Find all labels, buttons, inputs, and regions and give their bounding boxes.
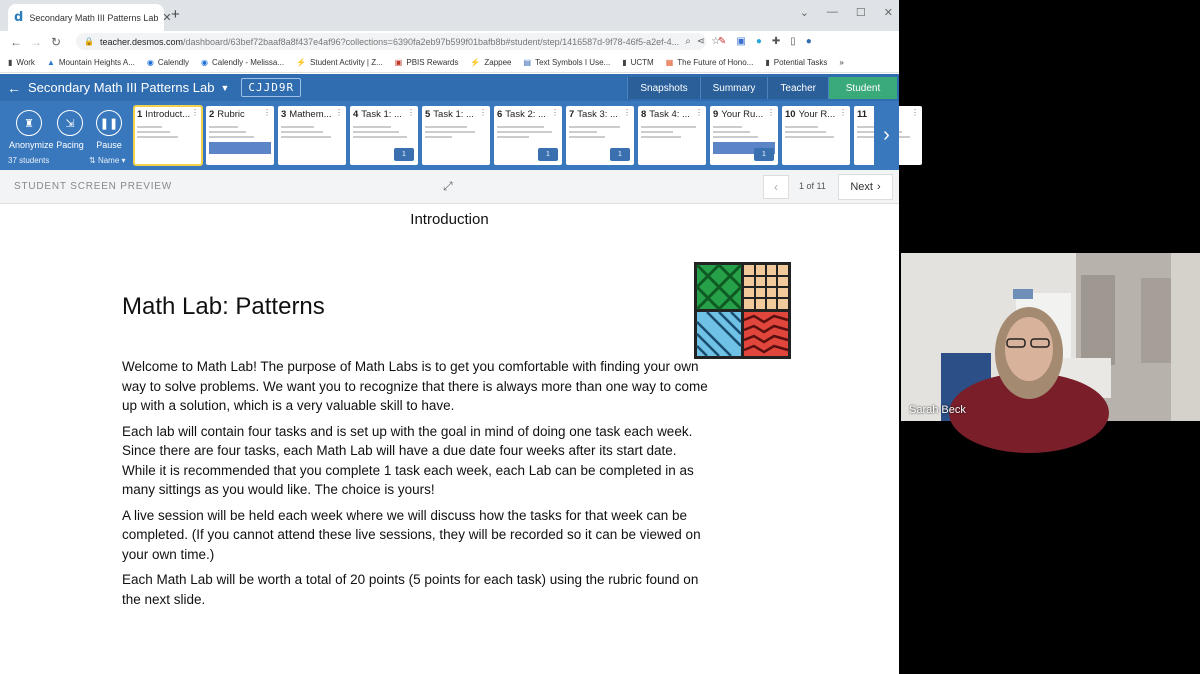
star-icon[interactable]: ☆ bbox=[711, 36, 721, 47]
bookmark-icon: ▮ bbox=[622, 57, 627, 67]
bookmark[interactable] bbox=[47, 58, 135, 67]
screen-menu-icon[interactable]: ⋮ bbox=[407, 108, 415, 117]
reload-icon[interactable]: ↻ bbox=[50, 34, 62, 49]
screen-preview bbox=[425, 123, 487, 162]
screen-menu-icon[interactable]: ⋮ bbox=[479, 108, 487, 117]
screen-preview bbox=[785, 123, 847, 162]
screen-menu-icon[interactable]: ⋮ bbox=[695, 108, 703, 117]
screen-thumbnail-title: 11 bbox=[857, 108, 868, 120]
preview-bar bbox=[0, 170, 899, 204]
url-input[interactable] bbox=[76, 33, 721, 50]
screen-thumbnail[interactable] bbox=[206, 106, 274, 165]
screen-thumbnails bbox=[134, 106, 919, 166]
lock-icon: 🔒 bbox=[84, 37, 94, 46]
student-count-badge: 1 bbox=[394, 148, 414, 161]
webcam-feed bbox=[901, 253, 1200, 421]
extension-icons bbox=[718, 36, 812, 47]
pause-icon: ❚❚ bbox=[96, 110, 122, 136]
bookmark[interactable] bbox=[524, 58, 611, 67]
pacing-button[interactable] bbox=[50, 110, 90, 150]
student-count-badge: 1 bbox=[538, 148, 558, 161]
screen-thumbnail-title: 4 Task 1: ... bbox=[353, 108, 402, 120]
maximize-icon[interactable]: ☐ bbox=[855, 7, 866, 19]
screen-thumbnail[interactable] bbox=[638, 106, 706, 165]
bookmark[interactable] bbox=[147, 58, 189, 67]
screen-menu-icon[interactable]: ⋮ bbox=[191, 108, 199, 117]
student-count-badge: 1 bbox=[754, 148, 774, 161]
bookmark-icon: ▮ bbox=[765, 57, 770, 67]
screen-thumbnail[interactable] bbox=[566, 106, 634, 165]
forward-icon[interactable]: → bbox=[30, 34, 42, 49]
bookmark[interactable] bbox=[666, 58, 754, 67]
screen-thumbnail[interactable] bbox=[422, 106, 490, 165]
screen-thumbnail-title: 5 Task 1: ... bbox=[425, 108, 474, 120]
webcam-video bbox=[901, 253, 1200, 421]
tab-snapshots[interactable]: Snapshots bbox=[627, 77, 699, 99]
next-label: Next bbox=[850, 181, 873, 193]
class-code[interactable]: CJJD9R bbox=[241, 78, 301, 97]
bookmark[interactable] bbox=[470, 58, 511, 67]
page-count: 1 of 11 bbox=[799, 181, 826, 191]
screen-menu-icon[interactable]: ⋮ bbox=[335, 108, 343, 117]
bookmark-icon: ▦ bbox=[665, 57, 674, 67]
browser-tab[interactable] bbox=[8, 4, 172, 31]
window-controls bbox=[800, 6, 893, 19]
bookmark[interactable] bbox=[765, 58, 827, 67]
lab-heading: Math Lab: Patterns bbox=[122, 293, 325, 320]
zoom-icon[interactable]: ⌕ bbox=[685, 36, 691, 47]
screen-menu-icon[interactable]: ⋮ bbox=[839, 108, 847, 117]
pacing-icon: ⇲ bbox=[57, 110, 83, 136]
previous-button[interactable]: ‹ bbox=[763, 175, 789, 199]
screen-thumbnail-title: 10 Your R... bbox=[785, 108, 836, 120]
activity-title[interactable]: Secondary Math III Patterns Lab bbox=[28, 80, 215, 95]
bookmark-icon: ▤ bbox=[523, 57, 532, 67]
desmos-favicon-icon: d bbox=[14, 10, 24, 25]
extension-icon[interactable]: ▣ bbox=[736, 36, 746, 47]
close-window-icon[interactable]: ✕ bbox=[883, 7, 893, 19]
bookmark-label: PBIS Rewards bbox=[406, 57, 459, 67]
tab-summary[interactable]: Summary bbox=[700, 77, 768, 99]
bookmark[interactable] bbox=[8, 58, 35, 67]
pause-label: Pause bbox=[96, 140, 122, 150]
url-text: teacher.desmos.com/dashboard/63bef72baaf8a8f437e4af96?collections=6390fa2eb97b599f01bafb8b#student/step/1416587d-9f78-46f5-a2ef-4... bbox=[99, 36, 680, 47]
more-bookmarks-icon[interactable]: » bbox=[839, 57, 844, 67]
bookmark[interactable] bbox=[296, 58, 383, 67]
math-lab-logo bbox=[694, 262, 791, 359]
screen-thumbnail-title: 7 Task 3: ... bbox=[569, 108, 618, 120]
screen-menu-icon[interactable]: ⋮ bbox=[767, 108, 775, 117]
bookmark-icon: ▣ bbox=[394, 57, 403, 67]
bookmark[interactable] bbox=[622, 58, 654, 67]
bookmark-label: Zappee bbox=[484, 57, 512, 67]
bookmarks-bar bbox=[0, 52, 899, 73]
pause-button[interactable] bbox=[89, 110, 129, 150]
bookmark-icon: ⚡ bbox=[470, 57, 481, 67]
screen-preview bbox=[137, 123, 199, 162]
screen-preview bbox=[641, 123, 703, 162]
screen-preview bbox=[209, 123, 271, 162]
activity-menu-caret-icon[interactable]: ▼ bbox=[220, 82, 230, 93]
scroll-screens-right-icon[interactable]: › bbox=[874, 101, 899, 170]
puzzle-icon[interactable]: ✚ bbox=[771, 36, 781, 47]
bookmark-icon: ◉ bbox=[201, 57, 209, 67]
bookmark-label: Text Symbols I Use... bbox=[535, 57, 611, 67]
next-button[interactable] bbox=[838, 174, 893, 200]
students-count: 37 students bbox=[8, 156, 50, 165]
view-tabs bbox=[627, 77, 897, 99]
minimize-icon[interactable]: — bbox=[826, 6, 838, 18]
bookmark-label: Mountain Heights A... bbox=[58, 57, 135, 67]
screen-title: Introduction bbox=[410, 211, 489, 228]
bookmark-label: Potential Tasks bbox=[773, 57, 828, 67]
bookmark[interactable] bbox=[395, 58, 459, 67]
tab-student[interactable]: Student bbox=[828, 77, 897, 99]
screen-thumbnail[interactable] bbox=[278, 106, 346, 165]
bookmark-icon: ▲ bbox=[46, 57, 55, 67]
share-icon[interactable]: ⋖ bbox=[696, 36, 706, 47]
screen-menu-icon[interactable]: ⋮ bbox=[551, 108, 559, 117]
screen-thumbnail[interactable] bbox=[710, 106, 778, 165]
student-count-badge: 1 bbox=[610, 148, 630, 161]
bookmark-icon: ◉ bbox=[146, 57, 154, 67]
tab-strip bbox=[0, 0, 899, 31]
screen-thumbnail-title: 1 Introduct... bbox=[137, 108, 191, 120]
screen-thumbnail-title: 2 Rubric bbox=[209, 108, 245, 120]
screen-thumbnail-title: 8 Task 4: ... bbox=[641, 108, 690, 120]
desmos-header bbox=[0, 74, 899, 101]
student-screen bbox=[0, 205, 899, 674]
chevron-down-icon[interactable]: ⌄ bbox=[799, 7, 809, 19]
bookmark-icon: ▮ bbox=[8, 57, 13, 67]
screen-thumbnail[interactable] bbox=[782, 106, 850, 165]
back-arrow-icon[interactable]: ← bbox=[7, 79, 21, 96]
tab-teacher[interactable]: Teacher bbox=[767, 77, 828, 99]
preview-label: STUDENT SCREEN PREVIEW bbox=[14, 181, 172, 192]
bookmark-label: UCTM bbox=[630, 57, 654, 67]
anonymize-button[interactable] bbox=[9, 110, 54, 150]
screen-thumbnail[interactable] bbox=[494, 106, 562, 165]
paragraph: Each Math Lab will be worth a total of 20 points (5 points for each task) using the rubric found on the next slide. bbox=[122, 572, 699, 607]
back-icon[interactable]: ← bbox=[10, 34, 22, 49]
anonymize-label: Anonymize bbox=[9, 140, 54, 150]
tab-title: Secondary Math III Patterns Lab bbox=[29, 12, 159, 23]
close-tab-icon[interactable]: ✕ bbox=[162, 12, 172, 24]
chevron-right-icon: › bbox=[876, 181, 881, 193]
screen-menu-icon[interactable]: ⋮ bbox=[263, 108, 271, 117]
drop-extension-icon[interactable]: ● bbox=[755, 36, 762, 47]
screen-thumbnail[interactable] bbox=[350, 106, 418, 165]
address-bar bbox=[0, 31, 899, 52]
pen-extension-icon[interactable]: ✎ bbox=[718, 36, 727, 47]
bookmark-label: Work bbox=[16, 57, 35, 67]
paragraph: Welcome to Math Lab! The purpose of Math Labs is to get you comfortable with finding your own way to solve problems. We want you to recognize that there is always more than one way to come up with a solution, which is a very valuable skill to have. bbox=[122, 359, 708, 413]
pacing-label: Pacing bbox=[56, 140, 84, 150]
paragraph: Each lab will contain four tasks and is set up with the goal in mind of doing one task each week. Since there are four tasks, each Math Lab will have a due date four weeks after its start date. While it is recommended that you complete 1 task each week, each Lab can be completed in as many sittings as you would like. The choice is yours! bbox=[122, 423, 694, 497]
screen-menu-icon[interactable]: ⋮ bbox=[623, 108, 631, 117]
participant-name: Sarah Beck bbox=[909, 404, 966, 416]
bookmark-label: Student Activity | Z... bbox=[310, 57, 383, 67]
sort-by-name-button[interactable]: ⇅ Name ▾ bbox=[89, 156, 126, 165]
profile-avatar[interactable]: ● bbox=[805, 36, 812, 47]
paragraph: A live session will be held each week where we will discuss how the tasks for that week can be completed. (If you cannot attend these live sessions, they will be recorded so it can be viewed on your own time.) bbox=[122, 507, 701, 562]
bookmark-label: Calendly - Melissa... bbox=[212, 57, 285, 67]
expand-icon[interactable]: ⤢ bbox=[443, 179, 453, 193]
screen-menu-icon[interactable]: ⋮ bbox=[911, 108, 919, 117]
screen-thumbnail-title: 6 Task 2: ... bbox=[497, 108, 546, 120]
sidebar-icon[interactable]: ▯ bbox=[790, 36, 796, 47]
screen-thumbnail-title: 9 Your Ru... bbox=[713, 108, 764, 120]
screen-preview bbox=[281, 123, 343, 162]
screen-thumbnail-title: 3 Mathem... bbox=[281, 108, 332, 120]
bookmark-icon: ⚡ bbox=[296, 57, 307, 67]
bookmark-label: Calendly bbox=[157, 57, 190, 67]
bookmark[interactable] bbox=[201, 58, 284, 67]
bookmark-label: The Future of Hono... bbox=[677, 57, 754, 67]
anonymize-icon: ♜ bbox=[16, 110, 42, 136]
intro-text bbox=[122, 357, 712, 615]
screen-thumbnail[interactable] bbox=[134, 106, 202, 165]
new-tab-icon[interactable]: + bbox=[171, 6, 180, 23]
